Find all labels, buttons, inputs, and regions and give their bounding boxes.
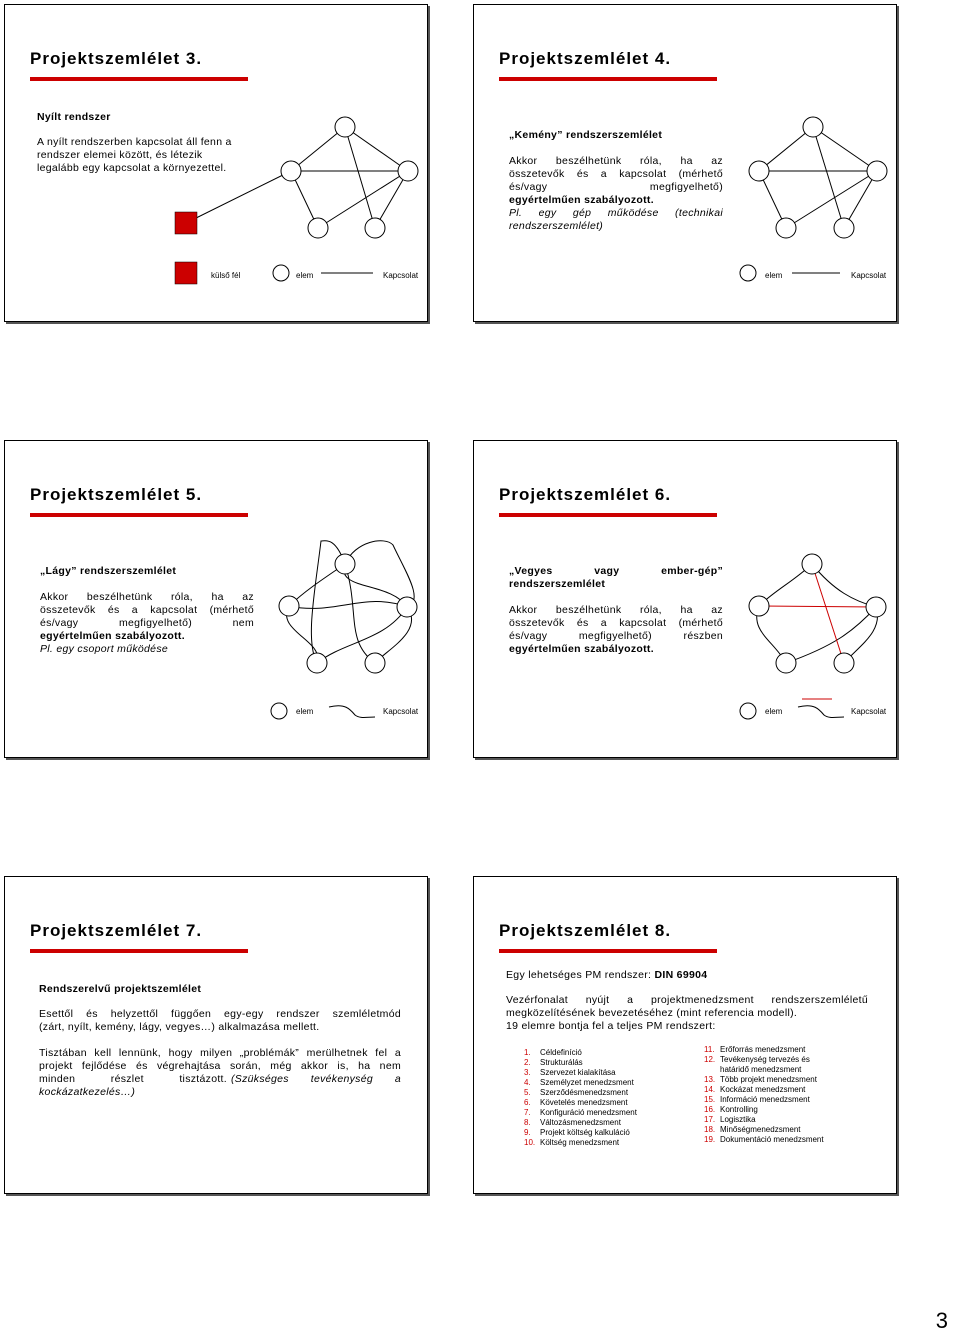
list-item: 1. Céldefiníció xyxy=(524,1048,582,1057)
body-line: projekt fejlődése és végrehajtása során, még akkor is, ha nem xyxy=(39,1060,401,1072)
slide-heading: „Vegyes vagy ember-gép” xyxy=(509,565,723,577)
legend-element: elem xyxy=(765,707,783,716)
body-line: összetevők és a kapcsolat (mérhető xyxy=(40,604,254,616)
list-item: 6. Követelés menedzsment xyxy=(524,1098,628,1107)
body-line: Vezérfonalat nyújt a projektmenedzsment rendszerszemléletű xyxy=(506,994,868,1006)
body-line-bold: egyértelműen szabályozott. xyxy=(509,643,654,655)
body-line: megközelítésének bevezetéséhez (mint referencia modell). xyxy=(506,1007,798,1019)
slide-title: Projektszemlélet 5. xyxy=(30,485,203,504)
legend-connection: Kapcsolat xyxy=(851,271,887,280)
title-underline xyxy=(499,949,717,953)
body-line-italic: (Szükséges tevékenység a xyxy=(231,1073,401,1085)
slide-title: Projektszemlélet 8. xyxy=(499,921,672,940)
list-item: 13. Több projekt menedzsment xyxy=(704,1075,817,1084)
slide-heading: „Kemény” rendszerszemlélet xyxy=(509,129,663,141)
body-line: Akkor beszélhetünk róla, ha az xyxy=(40,591,254,603)
body-line: Akkor beszélhetünk róla, ha az xyxy=(509,604,723,616)
body-line-italic: rendszerszemlélet) xyxy=(509,220,604,232)
body-line: Esettől és helyzettől függően egy-egy rendszer szemléletmód xyxy=(39,1008,401,1020)
pm-elements-list-right xyxy=(704,1045,824,1145)
body-line: és/vagy megfigyelhető) xyxy=(509,181,723,193)
mixed-system-diagram xyxy=(474,441,897,758)
body-line: összetevők és a kapcsolat (mérhető xyxy=(509,617,723,629)
body-line-bold: egyértelműen szabályozott. xyxy=(509,194,654,206)
list-item: 15. Információ menedzsment xyxy=(704,1095,810,1104)
list-item: 3. Szervezet kialakítása xyxy=(524,1068,616,1077)
body-line: és/vagy megfigyelhető) részben xyxy=(509,630,723,642)
body-line-italic: Pl. egy gép működése (technikai xyxy=(509,207,723,219)
body-line: (zárt, nyílt, kemény, lágy, vegyes…) alkalmazása mellett. xyxy=(39,1021,320,1033)
legend-outside-party: külső fél xyxy=(211,271,241,280)
body-line: minden részlet tisztázott. xyxy=(39,1073,227,1085)
slide-6 xyxy=(473,440,897,758)
slide-heading: „Lágy” rendszerszemlélet xyxy=(40,565,177,577)
slide-8 xyxy=(473,876,897,1194)
list-item: 10. Költség menedzsment xyxy=(524,1138,620,1147)
body-line: A nyílt rendszerben kapcsolat áll fenn a xyxy=(37,136,232,148)
hard-system-diagram xyxy=(474,5,897,322)
pm-elements-list-left xyxy=(524,1048,637,1148)
list-item: 2. Strukturálás xyxy=(524,1058,583,1067)
slide-title: Projektszemlélet 3. xyxy=(30,49,203,68)
body-line: 19 elemre bontja fel a teljes PM rendszert: xyxy=(506,1020,716,1032)
list-item: 17. Logisztika xyxy=(704,1115,756,1124)
legend-element: elem xyxy=(296,271,314,280)
list-item: 5. Szerződésmenedzsment xyxy=(524,1088,629,1097)
list-item: 14. Kockázat menedzsment xyxy=(704,1085,806,1094)
slide-heading: rendszerszemlélet xyxy=(509,578,606,590)
body-line: Tisztában kell lennünk, hogy milyen „problémák” merülhetnek fel a xyxy=(39,1047,401,1059)
list-item: 12. Tevékenység tervezés és xyxy=(704,1055,810,1064)
list-item: 7. Konfiguráció menedzsment xyxy=(524,1108,637,1117)
body-line-bold: egyértelműen szabályozott. xyxy=(40,630,185,642)
title-underline xyxy=(30,949,248,953)
pm-system-intro xyxy=(506,969,707,982)
list-item: 8. Változásmenedzsment xyxy=(524,1118,621,1127)
slide-4 xyxy=(473,4,897,322)
body-line: rendszer elemei között, és létezik xyxy=(37,149,203,161)
body-line-italic: kockázatkezelés…) xyxy=(39,1086,136,1098)
soft-system-diagram xyxy=(5,441,428,758)
legend-element: elem xyxy=(765,271,783,280)
body-line: legalább egy kapcsolat a környezettel. xyxy=(37,162,227,174)
body-line: és/vagy megfigyelhető) nem xyxy=(40,617,254,629)
body-line: összetevők és a kapcsolat (mérhető xyxy=(509,168,723,180)
legend-connection: Kapcsolat xyxy=(383,271,419,280)
list-item: 19. Dokumentáció menedzsment xyxy=(704,1135,824,1144)
legend-connection: Kapcsolat xyxy=(851,707,887,716)
list-item: 9. Projekt költség kalkuláció xyxy=(524,1128,630,1137)
standard-name: DIN 69904 xyxy=(654,969,708,981)
list-item: 4. Személyzet menedzsment xyxy=(524,1078,634,1087)
slide-heading: Nyílt rendszer xyxy=(37,111,111,123)
slide-heading: Rendszerelvű projektszemlélet xyxy=(39,983,202,995)
body-line-italic: Pl. egy csoport működése xyxy=(40,643,169,655)
legend-element: elem xyxy=(296,707,314,716)
slide-title: Projektszemlélet 4. xyxy=(499,49,672,68)
slide-3 xyxy=(4,4,428,322)
list-item: 18. Minőségmenedzsment xyxy=(704,1125,801,1134)
slide-7 xyxy=(4,876,428,1194)
list-item: 16. Kontrolling xyxy=(704,1105,758,1114)
page-number: 3 xyxy=(935,1308,948,1333)
list-item: 11. Erőforrás menedzsment xyxy=(704,1045,806,1054)
list-item: határidő menedzsment xyxy=(720,1065,802,1074)
body-line: Akkor beszélhetünk róla, ha az xyxy=(509,155,723,167)
slide-5 xyxy=(4,440,428,758)
slide-title: Projektszemlélet 7. xyxy=(30,921,203,940)
legend-connection: Kapcsolat xyxy=(383,707,419,716)
slide-title: Projektszemlélet 6. xyxy=(499,485,672,504)
intro-text: Egy lehetséges PM rendszer: xyxy=(506,969,652,981)
